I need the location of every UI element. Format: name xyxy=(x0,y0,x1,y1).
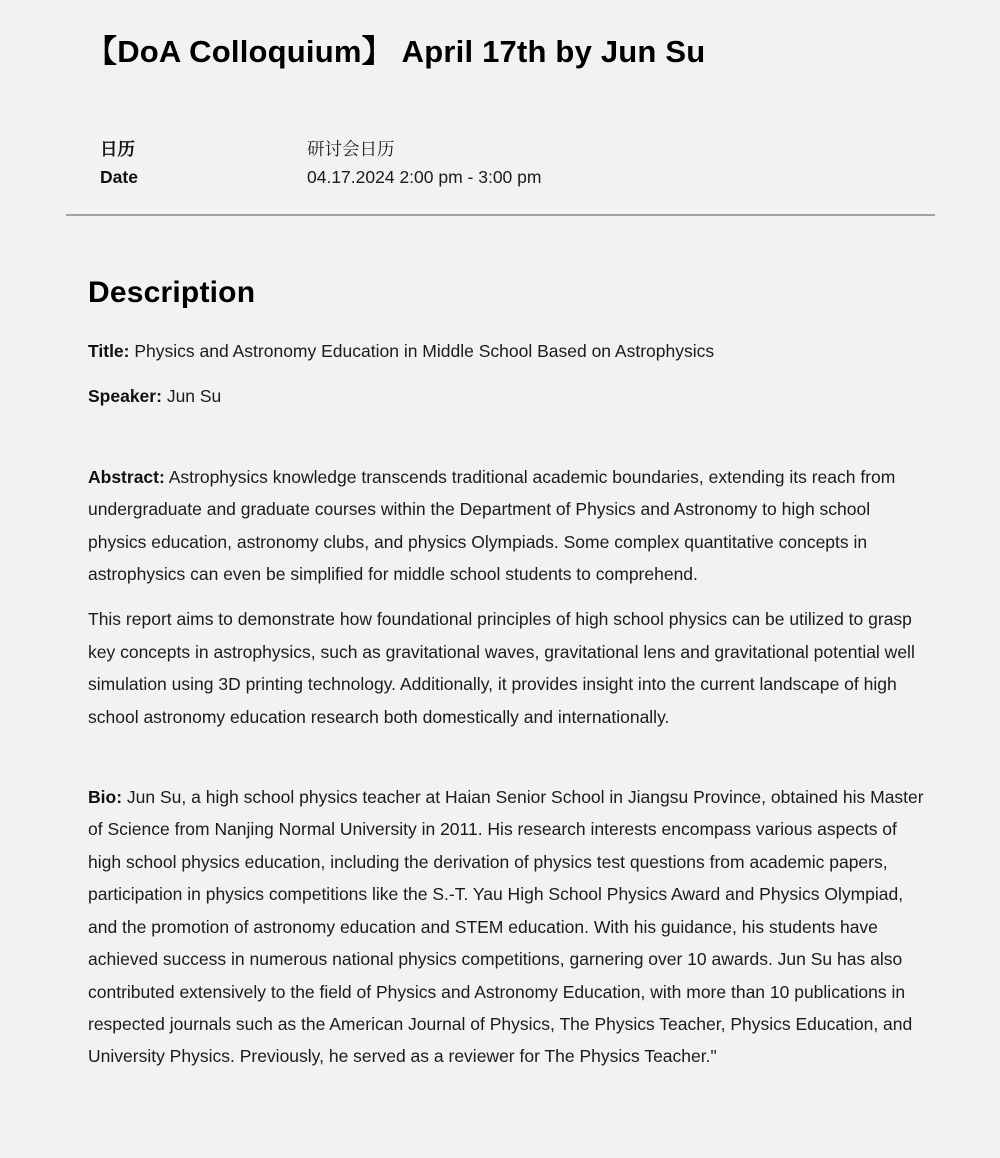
meta-label-column xyxy=(100,135,307,191)
talk-title-label: Title: xyxy=(88,341,130,361)
bio-label: Bio: xyxy=(88,787,123,808)
description-section xyxy=(88,274,935,1073)
talk-title-line xyxy=(88,335,933,367)
abstract-paragraph xyxy=(88,461,933,591)
speaker-label: Speaker: xyxy=(88,386,162,407)
speaker-name: Jun Su xyxy=(166,386,222,407)
abstract-label: Abstract: xyxy=(88,466,165,487)
page-title: 【DoA Colloquium】 April 17th by Jun Su xyxy=(86,34,706,69)
speaker-line xyxy=(88,380,933,412)
meta-value-column xyxy=(307,135,935,191)
date-label: Date xyxy=(100,167,138,187)
bio-paragraph xyxy=(88,781,933,1073)
event-meta-block xyxy=(100,135,935,191)
abstract-text: Astrophysics knowledge transcends traditional academic boundaries, extending its reach from undergraduate and graduate courses within the Department of Physics and Astronomy to high school physics education, astronomy clubs, and physics Olympiads. Some complex quantitative concepts in astrophysics can even be simplified for middle school students to comprehend. xyxy=(88,466,896,585)
calendar-value-zh: 研讨会日历 xyxy=(307,139,395,159)
section-divider xyxy=(66,214,935,216)
report-paragraph: This report aims to demonstrate how foundational principles of high school physics can be utilized to grasp key concepts in astrophysics, such as gravitational waves, gravitational lens and gravitational potential well simulation using 3D printing technology. Additionally, it provides insight into the current landscape of high school astronomy education research both domestically and internationally. xyxy=(88,609,915,727)
talk-title-text: Physics and Astronomy Education in Middle School Based on Astrophysics xyxy=(134,341,715,361)
bio-text: Jun Su, a high school physics teacher at Haian Senior School in Jiangsu Province, obtained his Master of Science from Nanjing Normal University in 2011. His research interests encompass various aspects of high school physics education, including the derivation of physics test questions from academic papers, participation in physics competitions like the S.-T. Yau High School Physics Award and Physics Olympiad, and the promotion of astronomy education and STEM education. With his guidance, his students have achieved success in numerous national physics competitions, garnering over 10 awards. Jun Su has also contributed extensively to the field of Physics and Astronomy Education, with more than 10 publications in respected journals such as the American Journal of Physics, The Physics Teacher, Physics Education, and University Physics. Previously, he served as a reviewer for The Physics Teacher." xyxy=(88,787,924,1067)
event-datetime: 04.17.2024 2:00 pm - 3:00 pm xyxy=(307,167,542,187)
calendar-label-zh: 日历 xyxy=(100,139,135,159)
description-heading: Description xyxy=(88,276,256,309)
